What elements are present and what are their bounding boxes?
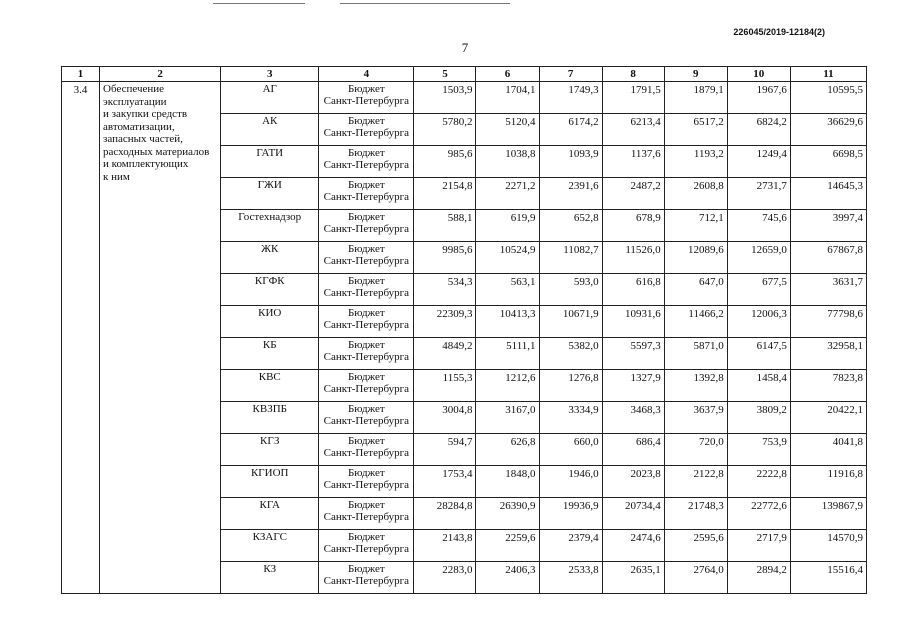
value-cell-col-10: 1967,6 — [727, 82, 790, 114]
funding-source-line: Бюджет — [347, 403, 385, 415]
funding-source-line: Санкт-Петербурга — [323, 511, 410, 523]
value-cell-col-9: 2595,6 — [664, 530, 727, 562]
funding-source-cell — [319, 274, 414, 306]
value-cell-col-6: 3167,0 — [476, 402, 539, 434]
funding-source-cell — [319, 498, 414, 530]
column-header-7: 7 — [539, 67, 602, 82]
top-rule-right — [340, 3, 510, 4]
funding-source-cell — [319, 402, 414, 434]
item-index: 3.4 — [62, 82, 100, 594]
value-cell-col-7: 1093,9 — [539, 146, 602, 178]
value-cell-col-11: 10595,5 — [790, 82, 866, 114]
value-cell-col-6: 10524,9 — [476, 242, 539, 274]
value-cell-col-11: 14645,3 — [790, 178, 866, 210]
column-header-5: 5 — [414, 67, 476, 82]
executor-cell: КГЗ — [221, 434, 319, 466]
value-cell-col-7: 593,0 — [539, 274, 602, 306]
funding-source-cell — [319, 210, 414, 242]
funding-source-line: Санкт-Петербурга — [323, 223, 410, 235]
value-cell-col-5: 22309,3 — [414, 306, 476, 338]
funding-source-line: Бюджет — [347, 275, 385, 287]
value-cell-col-7: 1276,8 — [539, 370, 602, 402]
value-cell-col-8: 1327,9 — [602, 370, 664, 402]
funding-source-line: Бюджет — [347, 371, 385, 383]
value-cell-col-6: 1704,1 — [476, 82, 539, 114]
funding-source-cell — [319, 82, 414, 114]
value-cell-col-5: 4849,2 — [414, 338, 476, 370]
value-cell-col-11: 7823,8 — [790, 370, 866, 402]
executor-cell: ЖК — [221, 242, 319, 274]
value-cell-col-8: 10931,6 — [602, 306, 664, 338]
funding-source-cell — [319, 434, 414, 466]
funding-source-line: Бюджет — [347, 147, 385, 159]
value-cell-col-5: 2154,8 — [414, 178, 476, 210]
value-cell-col-9: 11466,2 — [664, 306, 727, 338]
executor-cell: КБ — [221, 338, 319, 370]
funding-source-line: Бюджет — [347, 115, 385, 127]
value-cell-col-11: 139867,9 — [790, 498, 866, 530]
value-cell-col-6: 26390,9 — [476, 498, 539, 530]
value-cell-col-8: 11526,0 — [602, 242, 664, 274]
funding-source-cell — [319, 146, 414, 178]
value-cell-col-6: 563,1 — [476, 274, 539, 306]
value-cell-col-9: 21748,3 — [664, 498, 727, 530]
executor-cell: АК — [221, 114, 319, 146]
funding-source-line: Санкт-Петербурга — [323, 95, 410, 107]
value-cell-col-10: 677,5 — [727, 274, 790, 306]
funding-source-cell — [319, 242, 414, 274]
value-cell-col-11: 3631,7 — [790, 274, 866, 306]
value-cell-col-5: 5780,2 — [414, 114, 476, 146]
funding-source-cell — [319, 562, 414, 594]
executor-cell: КИО — [221, 306, 319, 338]
value-cell-col-5: 2143,8 — [414, 530, 476, 562]
value-cell-col-10: 12006,3 — [727, 306, 790, 338]
value-cell-col-11: 3997,4 — [790, 210, 866, 242]
funding-source-cell — [319, 306, 414, 338]
value-cell-col-9: 1879,1 — [664, 82, 727, 114]
funding-source-line: Санкт-Петербурга — [323, 479, 410, 491]
funding-source-line: Санкт-Петербурга — [323, 383, 410, 395]
executor-cell: КВЗПБ — [221, 402, 319, 434]
executor-cell: ГАТИ — [221, 146, 319, 178]
value-cell-col-11: 67867,8 — [790, 242, 866, 274]
funding-source-line: Санкт-Петербурга — [323, 319, 410, 331]
funding-source-line: Бюджет — [347, 179, 385, 191]
value-cell-col-6: 626,8 — [476, 434, 539, 466]
value-cell-col-7: 2533,8 — [539, 562, 602, 594]
funding-source-line: Санкт-Петербурга — [323, 255, 410, 267]
value-cell-col-9: 647,0 — [664, 274, 727, 306]
executor-cell: КВС — [221, 370, 319, 402]
value-cell-col-10: 1458,4 — [727, 370, 790, 402]
executor-cell: КГА — [221, 498, 319, 530]
column-header-10: 10 — [727, 67, 790, 82]
funding-source-line: Санкт-Петербурга — [323, 127, 410, 139]
table-body — [62, 82, 867, 594]
value-cell-col-10: 6147,5 — [727, 338, 790, 370]
value-cell-col-10: 6824,2 — [727, 114, 790, 146]
column-header-8: 8 — [602, 67, 664, 82]
funding-source-line: Санкт-Петербурга — [323, 159, 410, 171]
item-description: Обеспечение эксплуатации и закупки средств автоматизации, запасных частей, расходных материалов и комплектующих к ним — [100, 82, 221, 594]
funding-source-line: Бюджет — [347, 211, 385, 223]
value-cell-col-11: 6698,5 — [790, 146, 866, 178]
executor-cell: АГ — [221, 82, 319, 114]
funding-source-line: Бюджет — [347, 435, 385, 447]
column-number-row — [62, 67, 867, 82]
funding-source-cell — [319, 114, 414, 146]
value-cell-col-5: 2283,0 — [414, 562, 476, 594]
column-header-2: 2 — [100, 67, 221, 82]
funding-source-line: Бюджет — [347, 499, 385, 511]
value-cell-col-11: 15516,4 — [790, 562, 866, 594]
value-cell-col-10: 753,9 — [727, 434, 790, 466]
funding-source-line: Санкт-Петербурга — [323, 351, 410, 363]
funding-source-line: Бюджет — [347, 83, 385, 95]
value-cell-col-7: 1749,3 — [539, 82, 602, 114]
value-cell-col-11: 4041,8 — [790, 434, 866, 466]
page-number: 7 — [461, 40, 469, 55]
value-cell-col-6: 5111,1 — [476, 338, 539, 370]
column-header-11: 11 — [790, 67, 866, 82]
table-row — [62, 82, 867, 114]
funding-source-line: Бюджет — [347, 563, 385, 575]
value-cell-col-8: 5597,3 — [602, 338, 664, 370]
funding-source-cell — [319, 338, 414, 370]
funding-source-line: Санкт-Петербурга — [323, 415, 410, 427]
value-cell-col-5: 534,3 — [414, 274, 476, 306]
value-cell-col-5: 9985,6 — [414, 242, 476, 274]
value-cell-col-5: 1155,3 — [414, 370, 476, 402]
column-header-6: 6 — [476, 67, 539, 82]
column-header-4: 4 — [319, 67, 414, 82]
value-cell-col-6: 1038,8 — [476, 146, 539, 178]
funding-source-line: Бюджет — [347, 339, 385, 351]
value-cell-col-10: 1249,4 — [727, 146, 790, 178]
value-cell-col-6: 2259,6 — [476, 530, 539, 562]
executor-cell: КЗ — [221, 562, 319, 594]
value-cell-col-7: 10671,9 — [539, 306, 602, 338]
value-cell-col-10: 3809,2 — [727, 402, 790, 434]
top-rule-left — [213, 3, 305, 4]
value-cell-col-9: 6517,2 — [664, 114, 727, 146]
funding-source-line: Бюджет — [347, 467, 385, 479]
value-cell-col-6: 2406,3 — [476, 562, 539, 594]
value-cell-col-7: 1946,0 — [539, 466, 602, 498]
funding-source-cell — [319, 466, 414, 498]
value-cell-col-8: 2635,1 — [602, 562, 664, 594]
column-header-1: 1 — [62, 67, 100, 82]
value-cell-col-7: 2391,6 — [539, 178, 602, 210]
value-cell-col-5: 594,7 — [414, 434, 476, 466]
value-cell-col-8: 616,8 — [602, 274, 664, 306]
value-cell-col-9: 3637,9 — [664, 402, 727, 434]
value-cell-col-10: 745,6 — [727, 210, 790, 242]
value-cell-col-8: 6213,4 — [602, 114, 664, 146]
value-cell-col-11: 36629,6 — [790, 114, 866, 146]
value-cell-col-9: 12089,6 — [664, 242, 727, 274]
value-cell-col-7: 3334,9 — [539, 402, 602, 434]
executor-cell: КЗАГС — [221, 530, 319, 562]
value-cell-col-8: 3468,3 — [602, 402, 664, 434]
value-cell-col-9: 2764,0 — [664, 562, 727, 594]
value-cell-col-6: 1848,0 — [476, 466, 539, 498]
value-cell-col-5: 3004,8 — [414, 402, 476, 434]
value-cell-col-7: 5382,0 — [539, 338, 602, 370]
funding-source-line: Бюджет — [347, 531, 385, 543]
value-cell-col-7: 652,8 — [539, 210, 602, 242]
budget-table — [61, 66, 867, 594]
funding-source-line: Бюджет — [347, 307, 385, 319]
value-cell-col-8: 20734,4 — [602, 498, 664, 530]
funding-source-line: Санкт-Петербурга — [323, 191, 410, 203]
value-cell-col-6: 619,9 — [476, 210, 539, 242]
value-cell-col-6: 5120,4 — [476, 114, 539, 146]
funding-source-cell — [319, 370, 414, 402]
value-cell-col-9: 720,0 — [664, 434, 727, 466]
funding-source-line: Санкт-Петербурга — [323, 287, 410, 299]
value-cell-col-6: 1212,6 — [476, 370, 539, 402]
value-cell-col-10: 2731,7 — [727, 178, 790, 210]
value-cell-col-9: 1392,8 — [664, 370, 727, 402]
value-cell-col-6: 10413,3 — [476, 306, 539, 338]
value-cell-col-7: 19936,9 — [539, 498, 602, 530]
value-cell-col-5: 28284,8 — [414, 498, 476, 530]
funding-source-line: Санкт-Петербурга — [323, 575, 410, 587]
value-cell-col-5: 985,6 — [414, 146, 476, 178]
value-cell-col-7: 6174,2 — [539, 114, 602, 146]
value-cell-col-8: 2487,2 — [602, 178, 664, 210]
value-cell-col-10: 2894,2 — [727, 562, 790, 594]
column-header-3: 3 — [221, 67, 319, 82]
funding-source-line: Санкт-Петербурга — [323, 543, 410, 555]
value-cell-col-11: 77798,6 — [790, 306, 866, 338]
value-cell-col-9: 2122,8 — [664, 466, 727, 498]
value-cell-col-9: 1193,2 — [664, 146, 727, 178]
value-cell-col-10: 2717,9 — [727, 530, 790, 562]
executor-cell: КГИОП — [221, 466, 319, 498]
value-cell-col-7: 11082,7 — [539, 242, 602, 274]
funding-source-cell — [319, 530, 414, 562]
value-cell-col-10: 22772,6 — [727, 498, 790, 530]
value-cell-col-5: 588,1 — [414, 210, 476, 242]
value-cell-col-7: 2379,4 — [539, 530, 602, 562]
value-cell-col-5: 1753,4 — [414, 466, 476, 498]
value-cell-col-11: 32958,1 — [790, 338, 866, 370]
funding-source-line: Бюджет — [347, 243, 385, 255]
value-cell-col-10: 2222,8 — [727, 466, 790, 498]
value-cell-col-11: 14570,9 — [790, 530, 866, 562]
executor-cell: Гостехнадзор — [221, 210, 319, 242]
funding-source-cell — [319, 178, 414, 210]
executor-cell: ГЖИ — [221, 178, 319, 210]
value-cell-col-8: 2474,6 — [602, 530, 664, 562]
value-cell-col-8: 1137,6 — [602, 146, 664, 178]
value-cell-col-7: 660,0 — [539, 434, 602, 466]
funding-source-line: Санкт-Петербурга — [323, 447, 410, 459]
value-cell-col-5: 1503,9 — [414, 82, 476, 114]
value-cell-col-9: 712,1 — [664, 210, 727, 242]
value-cell-col-11: 20422,1 — [790, 402, 866, 434]
document-id: 226045/2019-12184(2) — [733, 27, 825, 37]
value-cell-col-10: 12659,0 — [727, 242, 790, 274]
value-cell-col-8: 678,9 — [602, 210, 664, 242]
value-cell-col-11: 11916,8 — [790, 466, 866, 498]
executor-cell: КГФК — [221, 274, 319, 306]
value-cell-col-8: 2023,8 — [602, 466, 664, 498]
value-cell-col-9: 2608,8 — [664, 178, 727, 210]
value-cell-col-8: 1791,5 — [602, 82, 664, 114]
value-cell-col-6: 2271,2 — [476, 178, 539, 210]
value-cell-col-9: 5871,0 — [664, 338, 727, 370]
value-cell-col-8: 686,4 — [602, 434, 664, 466]
column-header-9: 9 — [664, 67, 727, 82]
